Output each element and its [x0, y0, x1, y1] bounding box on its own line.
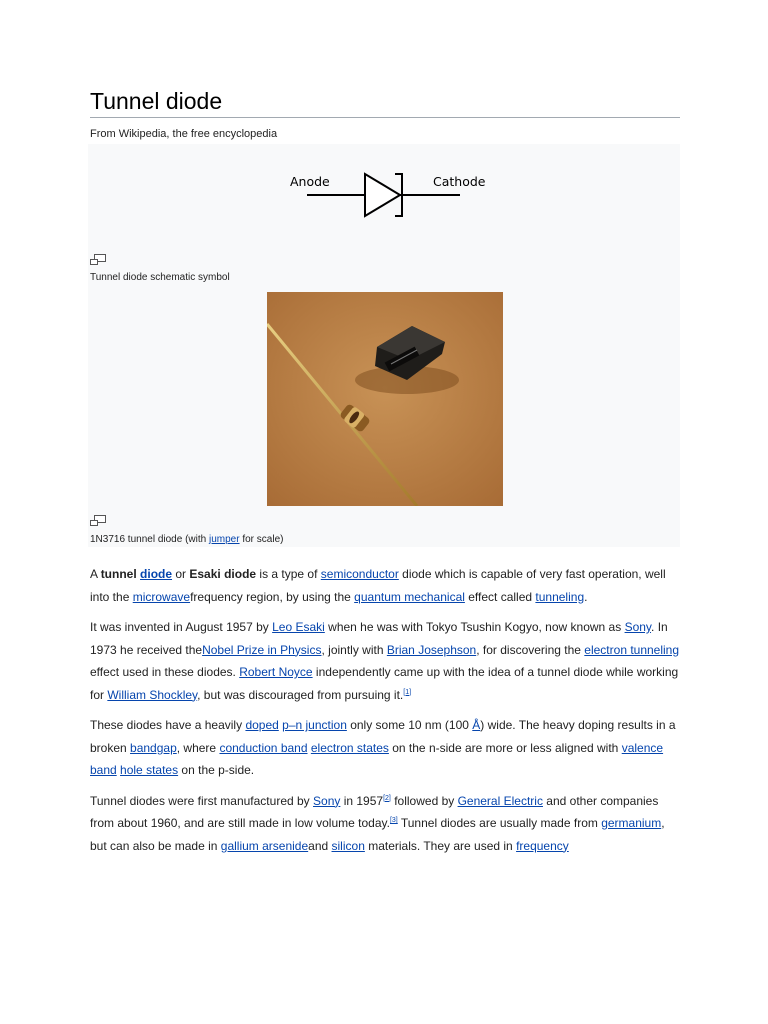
brian-josephson-link[interactable]: Brian Josephson: [386, 642, 477, 657]
microwave-link[interactable]: microwave: [132, 589, 191, 604]
schematic-caption: Tunnel diode schematic symbol: [90, 272, 230, 283]
electron-states-link[interactable]: electron states: [310, 740, 389, 755]
william-shockley-link[interactable]: William Shockley: [107, 687, 198, 702]
enlarge-icon[interactable]: [90, 254, 106, 266]
citation-2[interactable]: [2]: [383, 794, 391, 802]
tunnel-diode-photo: [267, 292, 503, 506]
tunneling-link[interactable]: tunneling: [535, 589, 585, 604]
article-body: [90, 563, 680, 857]
hole-states-link[interactable]: hole states: [120, 763, 179, 777]
semiconductor-link[interactable]: semiconductor: [320, 567, 399, 581]
gallium-arsenide-link[interactable]: gallium arsenide: [220, 838, 309, 853]
citation-3[interactable]: [3]: [389, 817, 398, 824]
citation-1[interactable]: [1]: [403, 688, 412, 696]
article: [90, 88, 680, 865]
schematic-symbol: [90, 144, 680, 252]
page-title: Tunnel diode: [90, 88, 680, 118]
quantum-mechanical-link[interactable]: quantum mechanical: [354, 589, 465, 604]
diode-link[interactable]: diode: [140, 567, 173, 581]
sony-link[interactable]: Sony: [624, 620, 652, 634]
paragraph-intro: A tunnel diode or Esaki diode is a type of semiconductor diode which is capable of very fast operation, well into the microwavefrequency region, by using the quantum mechanical effect called tunneling.: [90, 567, 666, 604]
sony-link[interactable]: Sony: [313, 793, 341, 808]
conduction-band-link[interactable]: conduction band: [219, 740, 308, 755]
valence-band-link[interactable]: valence band: [90, 740, 664, 777]
paragraph-history: It was invented in August 1957 by Leo Esaki when he was with Tokyo Tsushin Kogyo, now known as Sony. In 1973 he received theNobel Prize in Physics, jointly with Brian Josephson, for discovering the electron tunneling effect used in these diodes. Robert Noyce independently came up with the idea of a tunnel diode while working for William Shockley, but was discouraged from pursuing it.[1]: [90, 620, 680, 702]
jumper-link[interactable]: jumper: [208, 534, 240, 545]
paragraph-manufacture: Tunnel diodes were first manufactured by Sony in 1957[2] followed by General Electric and other companies from about 1960, and are still made in low volume today.[3] Tunnel diodes are usually made from germanium, but can also be made in gallium arsenideand silicon materials. They are used in frequency: [90, 793, 665, 853]
silicon-link[interactable]: silicon: [331, 838, 365, 853]
electron-tunneling-link[interactable]: electron tunneling: [584, 642, 680, 657]
general-electric-link[interactable]: General Electric: [457, 793, 543, 808]
angstrom-link[interactable]: Å: [472, 718, 481, 732]
leo-esaki-link[interactable]: Leo Esaki: [272, 620, 325, 634]
bandgap-link[interactable]: bandgap: [130, 740, 177, 755]
doped-link[interactable]: doped: [245, 718, 279, 732]
diode-triangle: [365, 174, 400, 216]
pn-junction-link[interactable]: p–n junction: [282, 718, 347, 732]
infobox: [88, 144, 680, 547]
tagline: From Wikipedia, the free encyclopedia: [90, 128, 278, 140]
photo-caption: 1N3716 tunnel diode (with jumper for scale): [90, 534, 284, 545]
nobel-prize-link[interactable]: Nobel Prize in Physics: [202, 642, 322, 657]
paragraph-doping: These diodes have a heavily doped p–n junction only some 10 nm (100 Å) wide. The heavy doping results in a broken bandgap, where conduction band electron states on the n-side are more or less aligned with valence band hole states on the p-side.: [90, 718, 676, 777]
cathode-label: Cathode: [433, 174, 486, 189]
germanium-link[interactable]: germanium: [601, 816, 662, 830]
frequency-link[interactable]: frequency: [516, 838, 569, 853]
anode-label: Anode: [290, 174, 330, 189]
enlarge-icon[interactable]: [90, 515, 106, 527]
diode-symbol-svg: [90, 144, 680, 252]
robert-noyce-link[interactable]: Robert Noyce: [239, 665, 313, 679]
